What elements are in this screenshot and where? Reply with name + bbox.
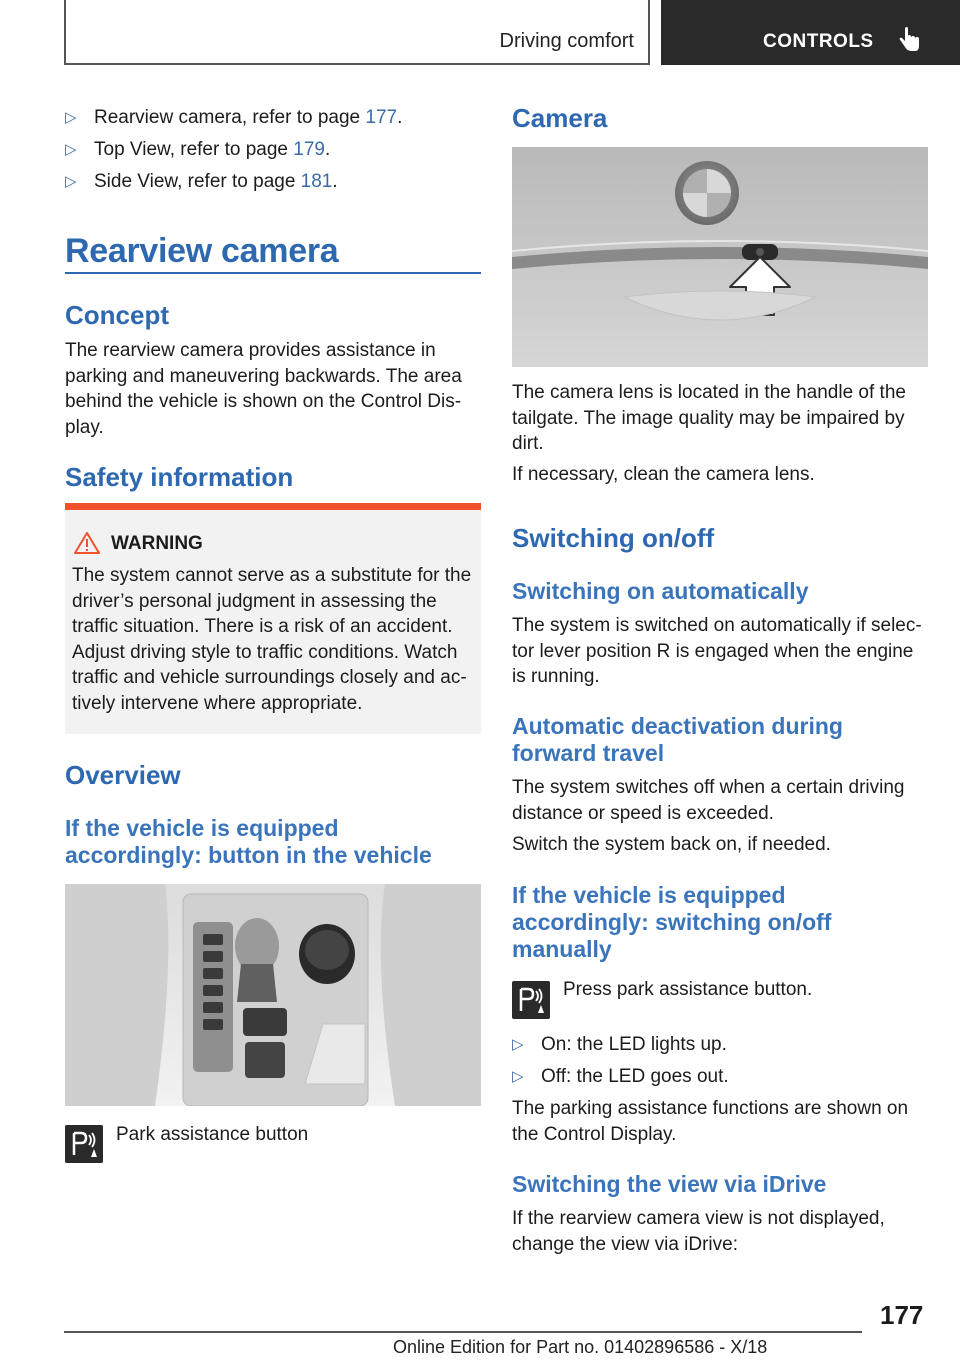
- warning-bar: [65, 503, 481, 510]
- camera-title: Camera: [512, 103, 608, 133]
- park-button-caption: Park assistance button: [116, 1124, 309, 1145]
- overview-title: Overview: [65, 760, 181, 790]
- manual-heading: If the vehicle is equipped accordingly: switching on/off manually: [512, 882, 832, 962]
- camera-paragraph: The camera lens is located in the handle of the tailgate. The image quality may be impaired by dirt.: [512, 382, 906, 454]
- camera-clean-text: If necessary, clean the camera lens.: [512, 464, 815, 485]
- idrive-title: Switching the view via iDrive: [512, 1171, 827, 1197]
- warning-triangle-icon: [73, 531, 101, 555]
- concept-title: Concept: [65, 300, 169, 330]
- header-left-rule: [64, 0, 66, 65]
- footer-rule: [64, 1331, 862, 1333]
- triangle-right-icon: ▷: [65, 109, 77, 126]
- page-link[interactable]: 181: [300, 171, 333, 192]
- press-button-text: Press park assistance button.: [563, 979, 813, 1000]
- page-link[interactable]: 177: [365, 107, 398, 128]
- header-right-rule: [648, 0, 650, 65]
- page-number: 177: [880, 1300, 924, 1330]
- deactivation-heading: Automatic deactivation during forward travel: [512, 713, 843, 766]
- triangle-right-icon: ▷: [65, 173, 77, 190]
- center-console-image: [65, 884, 481, 1106]
- concept-paragraph: The rearview camera provides assistance in parking and maneuvering backwards. The area behind the vehicle is shown on the Control Dis- play.: [65, 340, 462, 438]
- safety-title: Safety information: [65, 462, 294, 492]
- footer-edition: Online Edition for Part no. 01402896586 - X/18: [393, 1337, 768, 1357]
- park-assist-icon: [512, 981, 550, 1019]
- deactivation-paragraph: The system switches off when a certain driving distance or speed is exceeded.: [512, 777, 905, 824]
- triangle-right-icon: ▷: [512, 1036, 524, 1053]
- page-link[interactable]: 179: [293, 139, 325, 160]
- warning-box: [65, 503, 481, 734]
- triangle-right-icon: ▷: [512, 1068, 524, 1085]
- functions-paragraph: The parking assistance functions are shown on the Control Display.: [512, 1098, 909, 1145]
- header-chapter-title: CONTROLS: [763, 31, 874, 52]
- header-section-title: Driving comfort: [499, 30, 634, 52]
- warning-text: The system cannot serve as a substitute for the driver’s personal judgment in assessing the traffic situation. There is a risk of an accident. Adjust driving style to traffic conditions. Watch traffic and vehicle surroundings closely and ac- tively intervene where appropriate.: [72, 565, 472, 714]
- warning-title: WARNING: [111, 533, 203, 554]
- deactivation-back-text: Switch the system back on, if needed.: [512, 834, 831, 855]
- tailgate-camera-image: [512, 147, 928, 367]
- idrive-paragraph: If the rearview camera view is not displayed, change the view via iDrive:: [512, 1208, 885, 1255]
- main-title-rule: [65, 272, 481, 274]
- header-chapter-tab: [661, 0, 960, 65]
- auto-title: Switching on automatically: [512, 578, 809, 604]
- button-heading: If the vehicle is equipped accordingly: button in the vehicle: [65, 815, 432, 868]
- header-rule: [64, 63, 650, 65]
- auto-paragraph: The system is switched on automatically if selec- tor lever position R is engaged when the engine is running.: [512, 615, 922, 687]
- hand-pointer-icon: [897, 27, 921, 53]
- switching-title: Switching on/off: [512, 523, 715, 553]
- main-title: Rearview camera: [65, 232, 339, 270]
- triangle-right-icon: ▷: [65, 141, 77, 158]
- park-assist-icon: [65, 1125, 103, 1163]
